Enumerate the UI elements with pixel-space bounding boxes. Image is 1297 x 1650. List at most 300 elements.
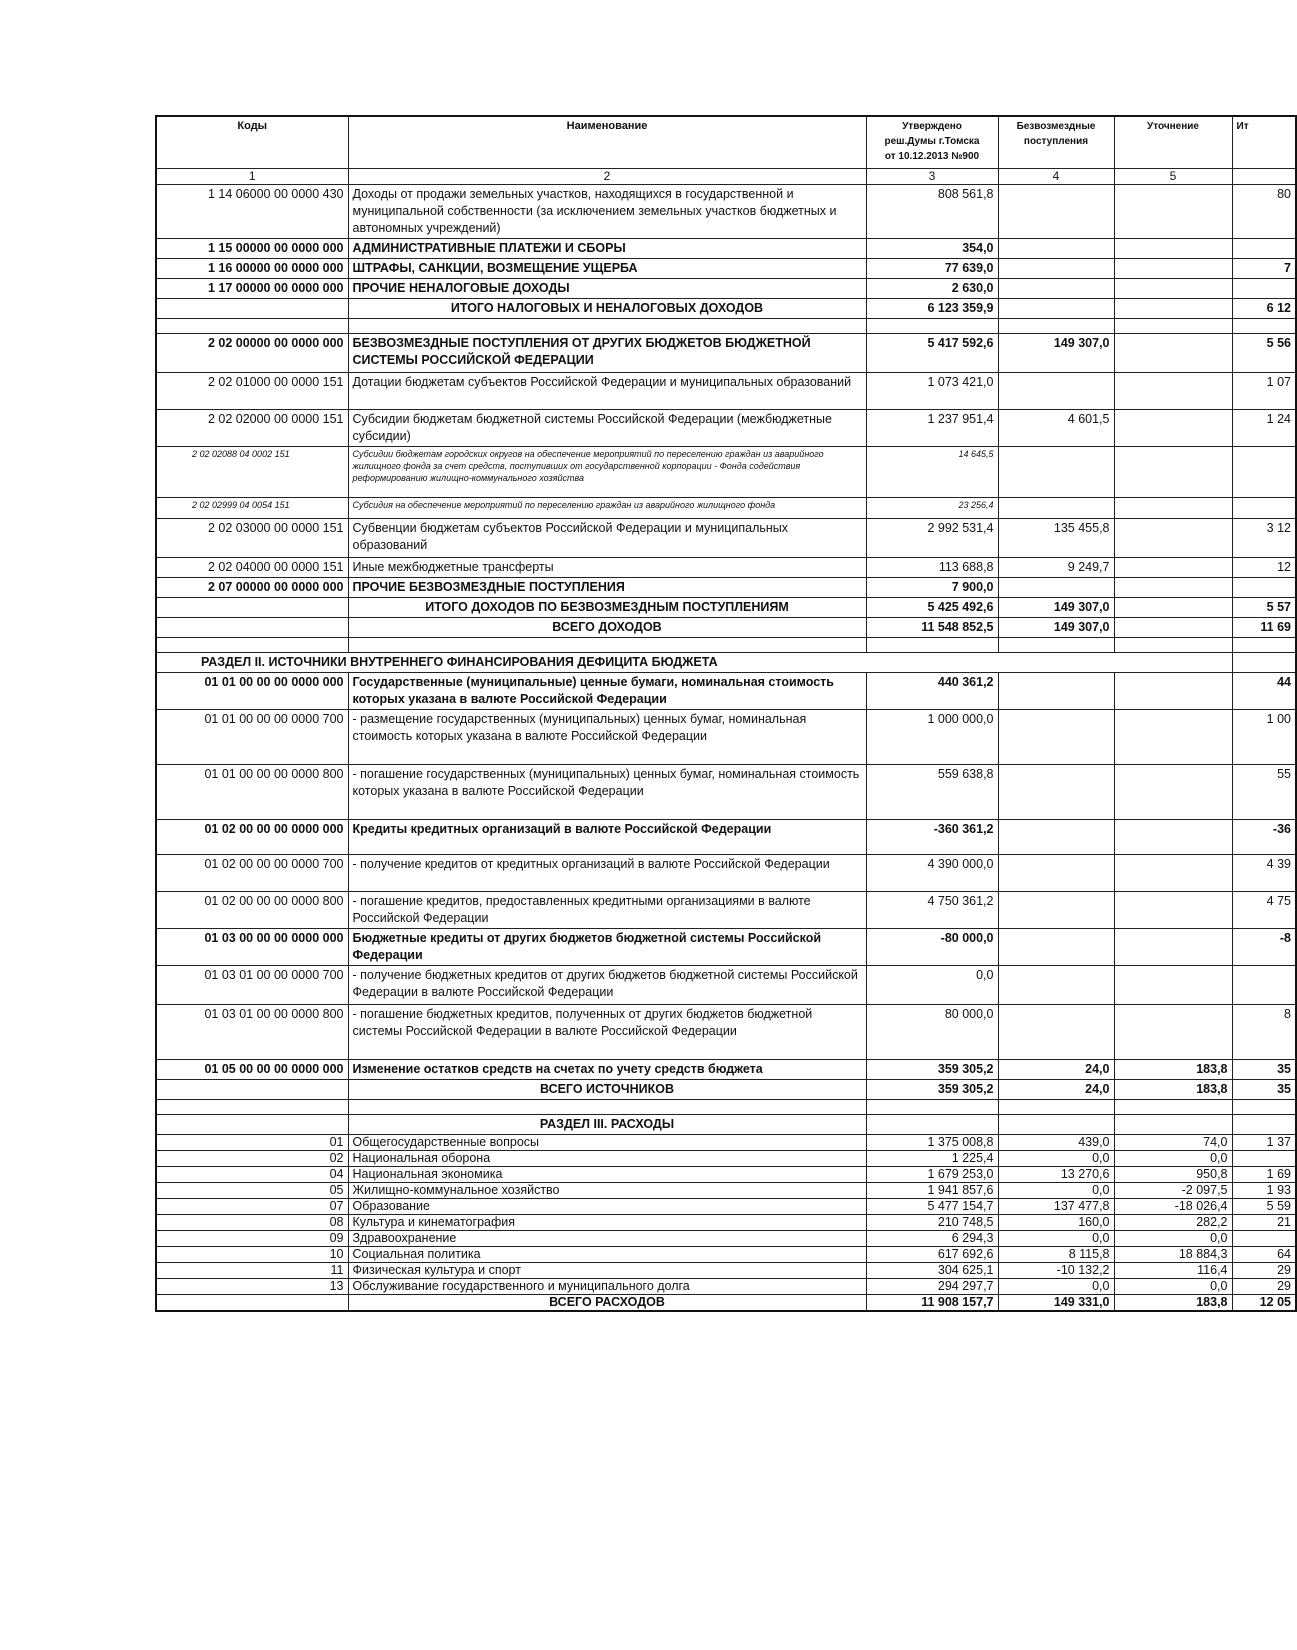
row-code: 05 (156, 1183, 348, 1199)
row-name: Национальная оборона (348, 1151, 866, 1167)
row-gratuitous: 439,0 (998, 1135, 1114, 1151)
row-approved: 1 375 008,8 (866, 1135, 998, 1151)
table-row (156, 373, 1296, 410)
table-row (156, 299, 1296, 319)
row-code: 04 (156, 1167, 348, 1183)
section-2-title: РАЗДЕЛ II. ИСТОЧНИКИ ВНУТРЕННЕГО ФИНАНСИРОВАНИЯ ДЕФИЦИТА БЮДЖЕТА (156, 653, 1232, 673)
row-total: 55 (1232, 765, 1296, 820)
row-approved: 4 750 361,2 (866, 892, 998, 929)
row-code: 07 (156, 1199, 348, 1215)
row-code: 1 14 06000 00 0000 430 (156, 185, 348, 239)
empty-cell (1232, 1100, 1296, 1115)
row-name: Физическая культура и спорт (348, 1263, 866, 1279)
header-gratuitous-line2: поступления (1023, 136, 1089, 147)
table-row (156, 1060, 1296, 1080)
row-gratuitous: 24,0 (998, 1080, 1114, 1100)
table-row (156, 1247, 1296, 1263)
budget-table (155, 115, 1297, 1312)
row-total: 1 24 (1232, 410, 1296, 447)
section-3-title: РАЗДЕЛ III. РАСХОДЫ (348, 1115, 866, 1135)
index-cell: 5 (1114, 169, 1232, 185)
table-row (156, 498, 1296, 519)
row-total: 4 75 (1232, 892, 1296, 929)
row-approved: 4 390 000,0 (866, 855, 998, 892)
row-name: ШТРАФЫ, САНКЦИИ, ВОЗМЕЩЕНИЕ УЩЕРБА (348, 259, 866, 279)
empty-cell (866, 319, 998, 334)
row-name: БЕЗВОЗМЕЗДНЫЕ ПОСТУПЛЕНИЯ ОТ ДРУГИХ БЮДЖЕТОВ БЮДЖЕТНОЙ СИСТЕМЫ РОССИЙСКОЙ ФЕДЕРАЦИИ (348, 334, 866, 373)
row-name: Кредиты кредитных организаций в валюте Российской Федерации (348, 820, 866, 855)
row-code: 01 01 00 00 00 0000 700 (156, 710, 348, 765)
row-name: ВСЕГО РАСХОДОВ (348, 1295, 866, 1312)
row-clarification: 183,8 (1114, 1080, 1232, 1100)
row-clarification: 183,8 (1114, 1295, 1232, 1312)
table-row (156, 1005, 1296, 1060)
index-cell: 4 (998, 169, 1114, 185)
row-approved: 354,0 (866, 239, 998, 259)
header-row (156, 116, 1296, 169)
index-cell: 1 (156, 169, 348, 185)
row-total: 29 (1232, 1279, 1296, 1295)
row-clarification (1114, 765, 1232, 820)
empty-cell (1232, 319, 1296, 334)
table-row (156, 1151, 1296, 1167)
empty-cell (1232, 638, 1296, 653)
empty-cell (156, 638, 348, 653)
row-code: 01 03 00 00 00 0000 000 (156, 929, 348, 966)
row-gratuitous: 160,0 (998, 1215, 1114, 1231)
header-approved (866, 116, 998, 169)
row-code: 10 (156, 1247, 348, 1263)
row-approved: 440 361,2 (866, 673, 998, 710)
row-code (156, 1080, 348, 1100)
table-row (156, 1167, 1296, 1183)
table-row (156, 1183, 1296, 1199)
row-approved: 1 073 421,0 (866, 373, 998, 410)
row-gratuitous (998, 373, 1114, 410)
row-clarification (1114, 1005, 1232, 1060)
row-name: Национальная экономика (348, 1167, 866, 1183)
spacer-row (156, 1100, 1296, 1115)
row-approved: 617 692,6 (866, 1247, 998, 1263)
row-total: 1 07 (1232, 373, 1296, 410)
row-code: 2 02 02088 04 0002 151 (156, 447, 348, 498)
row-name: - получение кредитов от кредитных организаций в валюте Российской Федерации (348, 855, 866, 892)
row-gratuitous: 149 307,0 (998, 618, 1114, 638)
table-row (156, 519, 1296, 558)
empty-cell (998, 319, 1114, 334)
empty-cell (1114, 1100, 1232, 1115)
row-name: - погашение государственных (муниципальных) ценных бумаг, номинальная стоимость которых указана в валюте Российской Федерации (348, 765, 866, 820)
section-3-title-row (156, 1115, 1296, 1135)
row-total: 6 12 (1232, 299, 1296, 319)
row-total (1232, 1231, 1296, 1247)
row-clarification (1114, 966, 1232, 1005)
row-approved: 6 294,3 (866, 1231, 998, 1247)
row-code: 01 02 00 00 00 0000 800 (156, 892, 348, 929)
row-clarification (1114, 498, 1232, 519)
row-gratuitous (998, 498, 1114, 519)
row-total (1232, 498, 1296, 519)
row-clarification (1114, 892, 1232, 929)
row-gratuitous (998, 259, 1114, 279)
row-name: Жилищно-коммунальное хозяйство (348, 1183, 866, 1199)
row-approved: 1 000 000,0 (866, 710, 998, 765)
row-clarification: 183,8 (1114, 1060, 1232, 1080)
empty-cell (348, 1100, 866, 1115)
table-row (156, 558, 1296, 578)
row-total: 7 (1232, 259, 1296, 279)
row-gratuitous: -10 132,2 (998, 1263, 1114, 1279)
row-approved: 294 297,7 (866, 1279, 998, 1295)
row-clarification (1114, 447, 1232, 498)
row-clarification (1114, 558, 1232, 578)
row-name: - получение бюджетных кредитов от других бюджетов бюджетной системы Российской Федерации в валюте Российской Федерации (348, 966, 866, 1005)
row-gratuitous: 149 307,0 (998, 598, 1114, 618)
row-name: Обслуживание государственного и муниципального долга (348, 1279, 866, 1295)
row-gratuitous (998, 892, 1114, 929)
header-name: Наименование (348, 116, 866, 169)
table-row (156, 1231, 1296, 1247)
row-approved: 1 237 951,4 (866, 410, 998, 447)
row-total: 1 00 (1232, 710, 1296, 765)
empty-cell (998, 1100, 1114, 1115)
empty-cell (998, 638, 1114, 653)
row-gratuitous: 0,0 (998, 1183, 1114, 1199)
row-clarification (1114, 279, 1232, 299)
row-name: Культура и кинематография (348, 1215, 866, 1231)
row-clarification (1114, 185, 1232, 239)
table-row (156, 334, 1296, 373)
row-name: Бюджетные кредиты от других бюджетов бюджетной системы Российской Федерации (348, 929, 866, 966)
row-clarification (1114, 855, 1232, 892)
row-total: -8 (1232, 929, 1296, 966)
row-total: 35 (1232, 1060, 1296, 1080)
row-total: 1 69 (1232, 1167, 1296, 1183)
row-total: 21 (1232, 1215, 1296, 1231)
row-total: 5 57 (1232, 598, 1296, 618)
row-clarification (1114, 373, 1232, 410)
table-row (156, 185, 1296, 239)
row-total (1232, 1151, 1296, 1167)
row-total: 80 (1232, 185, 1296, 239)
index-cell (1232, 169, 1296, 185)
row-name: Государственные (муниципальные) ценные бумаги, номинальная стоимость которых указана в валюте Российской Федерации (348, 673, 866, 710)
header-approved-line3: от 10.12.2013 №900 (884, 151, 980, 162)
row-clarification (1114, 334, 1232, 373)
table-row (156, 578, 1296, 598)
row-name: ИТОГО НАЛОГОВЫХ И НЕНАЛОГОВЫХ ДОХОДОВ (348, 299, 866, 319)
row-gratuitous (998, 578, 1114, 598)
row-clarification (1114, 259, 1232, 279)
table-row (156, 447, 1296, 498)
row-approved: 5 417 592,6 (866, 334, 998, 373)
empty-cell (1114, 319, 1232, 334)
row-approved: 6 123 359,9 (866, 299, 998, 319)
row-code: 11 (156, 1263, 348, 1279)
row-total (1232, 966, 1296, 1005)
row-approved: 359 305,2 (866, 1080, 998, 1100)
row-total: 12 (1232, 558, 1296, 578)
row-code (156, 299, 348, 319)
table-row (156, 673, 1296, 710)
table-row (156, 820, 1296, 855)
row-code: 1 16 00000 00 0000 000 (156, 259, 348, 279)
row-clarification: 950,8 (1114, 1167, 1232, 1183)
row-name: ВСЕГО ИСТОЧНИКОВ (348, 1080, 866, 1100)
row-approved: -360 361,2 (866, 820, 998, 855)
row-name: ИТОГО ДОХОДОВ ПО БЕЗВОЗМЕЗДНЫМ ПОСТУПЛЕНИЯМ (348, 598, 866, 618)
row-approved: 1 225,4 (866, 1151, 998, 1167)
table-row (156, 1135, 1296, 1151)
row-name: Изменение остатков средств на счетах по учету средств бюджета (348, 1060, 866, 1080)
row-code: 01 03 01 00 00 0000 700 (156, 966, 348, 1005)
table-row (156, 1295, 1296, 1312)
row-code: 01 05 00 00 00 0000 000 (156, 1060, 348, 1080)
row-gratuitous (998, 279, 1114, 299)
row-gratuitous: 0,0 (998, 1151, 1114, 1167)
row-total (1232, 279, 1296, 299)
empty-cell (348, 319, 866, 334)
row-gratuitous (998, 710, 1114, 765)
header-total: Ит (1232, 116, 1296, 169)
row-name: - погашение кредитов, предоставленных кредитными организациями в валюте Российской Федерации (348, 892, 866, 929)
row-approved: 7 900,0 (866, 578, 998, 598)
row-gratuitous: 0,0 (998, 1279, 1114, 1295)
row-gratuitous: 137 477,8 (998, 1199, 1114, 1215)
row-code: 01 02 00 00 00 0000 700 (156, 855, 348, 892)
row-gratuitous: 8 115,8 (998, 1247, 1114, 1263)
row-clarification (1114, 820, 1232, 855)
empty-cell (348, 638, 866, 653)
row-gratuitous (998, 966, 1114, 1005)
row-total: 4 39 (1232, 855, 1296, 892)
row-gratuitous: 9 249,7 (998, 558, 1114, 578)
row-clarification: 282,2 (1114, 1215, 1232, 1231)
empty-cell (998, 1115, 1114, 1135)
row-approved: 559 638,8 (866, 765, 998, 820)
row-name: - погашение бюджетных кредитов, полученных от других бюджетов бюджетной системы Российской Федерации в валюте Российской Федерации (348, 1005, 866, 1060)
row-name: АДМИНИСТРАТИВНЫЕ ПЛАТЕЖИ И СБОРЫ (348, 239, 866, 259)
row-code: 2 02 00000 00 0000 000 (156, 334, 348, 373)
row-approved: 304 625,1 (866, 1263, 998, 1279)
row-total: 3 12 (1232, 519, 1296, 558)
table-row (156, 710, 1296, 765)
row-code: 01 03 01 00 00 0000 800 (156, 1005, 348, 1060)
row-gratuitous: 135 455,8 (998, 519, 1114, 558)
row-name: Субсидии бюджетам городских округов на обеспечение мероприятий по переселению граждан из аварийного жилищного фонда за счет средств, поступивших от государственной корпорации - Фонда содействия реформированию жилищно-коммунального хозяйства (348, 447, 866, 498)
row-total: 1 93 (1232, 1183, 1296, 1199)
row-name: Иные межбюджетные трансферты (348, 558, 866, 578)
table-row (156, 855, 1296, 892)
row-total (1232, 447, 1296, 498)
row-clarification: 0,0 (1114, 1279, 1232, 1295)
row-code: 2 02 04000 00 0000 151 (156, 558, 348, 578)
row-approved: 80 000,0 (866, 1005, 998, 1060)
row-approved: 5 477 154,7 (866, 1199, 998, 1215)
row-total (1232, 578, 1296, 598)
row-clarification: 0,0 (1114, 1151, 1232, 1167)
row-name: Социальная политика (348, 1247, 866, 1263)
row-clarification: 116,4 (1114, 1263, 1232, 1279)
empty-cell (1232, 1115, 1296, 1135)
table-row (156, 410, 1296, 447)
row-approved: 11 908 157,7 (866, 1295, 998, 1312)
row-gratuitous (998, 765, 1114, 820)
row-clarification (1114, 598, 1232, 618)
row-clarification (1114, 519, 1232, 558)
row-gratuitous (998, 185, 1114, 239)
row-clarification: -18 026,4 (1114, 1199, 1232, 1215)
row-name: Субвенции бюджетам субъектов Российской Федерации и муниципальных образований (348, 519, 866, 558)
table-row (156, 892, 1296, 929)
row-total: 64 (1232, 1247, 1296, 1263)
row-clarification (1114, 578, 1232, 598)
row-total: 44 (1232, 673, 1296, 710)
row-name: Образование (348, 1199, 866, 1215)
row-name: Субсидия на обеспечение мероприятий по переселению граждан из аварийного жилищного фонда (348, 498, 866, 519)
row-clarification: -2 097,5 (1114, 1183, 1232, 1199)
spacer-row (156, 319, 1296, 334)
row-clarification (1114, 410, 1232, 447)
table-row (156, 259, 1296, 279)
row-approved: 11 548 852,5 (866, 618, 998, 638)
table-row (156, 618, 1296, 638)
row-gratuitous (998, 929, 1114, 966)
row-code (156, 1295, 348, 1312)
empty-cell (156, 319, 348, 334)
empty-cell (866, 1115, 998, 1135)
row-approved: -80 000,0 (866, 929, 998, 966)
section-2-title-row (156, 653, 1296, 673)
table-row (156, 1199, 1296, 1215)
row-name: ПРОЧИЕ БЕЗВОЗМЕЗДНЫЕ ПОСТУПЛЕНИЯ (348, 578, 866, 598)
row-clarification (1114, 929, 1232, 966)
empty-cell (1114, 1115, 1232, 1135)
row-approved: 0,0 (866, 966, 998, 1005)
row-clarification (1114, 673, 1232, 710)
row-name: ВСЕГО ДОХОДОВ (348, 618, 866, 638)
table-row (156, 765, 1296, 820)
row-total: 1 37 (1232, 1135, 1296, 1151)
row-total: 12 05 (1232, 1295, 1296, 1312)
header-clarification: Уточнение (1114, 116, 1232, 169)
row-gratuitous (998, 239, 1114, 259)
row-approved: 2 630,0 (866, 279, 998, 299)
row-code: 2 07 00000 00 0000 000 (156, 578, 348, 598)
row-name: Общегосударственные вопросы (348, 1135, 866, 1151)
table-row (156, 966, 1296, 1005)
row-approved: 210 748,5 (866, 1215, 998, 1231)
row-gratuitous: 4 601,5 (998, 410, 1114, 447)
row-name: Здравоохранение (348, 1231, 866, 1247)
empty-cell (866, 638, 998, 653)
row-total: 8 (1232, 1005, 1296, 1060)
row-clarification (1114, 710, 1232, 765)
empty-cell (1114, 638, 1232, 653)
row-clarification: 0,0 (1114, 1231, 1232, 1247)
row-clarification: 18 884,3 (1114, 1247, 1232, 1263)
row-approved: 359 305,2 (866, 1060, 998, 1080)
row-gratuitous (998, 820, 1114, 855)
row-approved: 23 256,4 (866, 498, 998, 519)
row-gratuitous: 149 331,0 (998, 1295, 1114, 1312)
row-code (156, 618, 348, 638)
table-row (156, 1279, 1296, 1295)
row-gratuitous (998, 299, 1114, 319)
row-gratuitous (998, 1005, 1114, 1060)
row-code (156, 598, 348, 618)
row-clarification (1114, 299, 1232, 319)
empty-cell (156, 1100, 348, 1115)
row-gratuitous: 24,0 (998, 1060, 1114, 1080)
row-code: 2 02 02000 00 0000 151 (156, 410, 348, 447)
row-total: 5 56 (1232, 334, 1296, 373)
row-approved: 5 425 492,6 (866, 598, 998, 618)
row-total: 35 (1232, 1080, 1296, 1100)
empty-cell (866, 1100, 998, 1115)
row-total (1232, 239, 1296, 259)
row-code: 01 01 00 00 00 0000 800 (156, 765, 348, 820)
index-row (156, 169, 1296, 185)
table-row (156, 1080, 1296, 1100)
row-gratuitous: 0,0 (998, 1231, 1114, 1247)
row-clarification: 74,0 (1114, 1135, 1232, 1151)
budget-table-sheet (155, 115, 1295, 1312)
row-name: - размещение государственных (муниципальных) ценных бумаг, номинальная стоимость которых указана в валюте Российской Федерации (348, 710, 866, 765)
table-row (156, 1215, 1296, 1231)
row-code: 01 02 00 00 00 0000 000 (156, 820, 348, 855)
row-code: 2 02 03000 00 0000 151 (156, 519, 348, 558)
row-approved: 1 679 253,0 (866, 1167, 998, 1183)
index-cell: 2 (348, 169, 866, 185)
row-approved: 808 561,8 (866, 185, 998, 239)
row-gratuitous (998, 673, 1114, 710)
row-code: 01 (156, 1135, 348, 1151)
table-row (156, 929, 1296, 966)
row-gratuitous: 149 307,0 (998, 334, 1114, 373)
index-cell: 3 (866, 169, 998, 185)
table-row (156, 239, 1296, 259)
row-clarification (1114, 618, 1232, 638)
row-total: -36 (1232, 820, 1296, 855)
table-row (156, 1263, 1296, 1279)
row-name: Доходы от продажи земельных участков, находящихся в государственной и муниципальной собственности (за исключением земельных участков бюджетных и автономных учреждений) (348, 185, 866, 239)
header-codes: Коды (156, 116, 348, 169)
row-code: 01 01 00 00 00 0000 000 (156, 673, 348, 710)
header-gratuitous (998, 116, 1114, 169)
row-name: ПРОЧИЕ НЕНАЛОГОВЫЕ ДОХОДЫ (348, 279, 866, 299)
row-approved: 1 941 857,6 (866, 1183, 998, 1199)
header-approved-line2: реш.Думы г.Томска (884, 136, 980, 147)
row-approved: 2 992 531,4 (866, 519, 998, 558)
row-code: 13 (156, 1279, 348, 1295)
row-gratuitous (998, 447, 1114, 498)
row-code: 02 (156, 1151, 348, 1167)
row-approved: 77 639,0 (866, 259, 998, 279)
row-clarification (1114, 239, 1232, 259)
spacer-row (156, 638, 1296, 653)
table-row (156, 279, 1296, 299)
table-row (156, 598, 1296, 618)
row-code: 2 02 02999 04 0054 151 (156, 498, 348, 519)
header-gratuitous-line1: Безвозмездные (1016, 121, 1096, 132)
row-code: 08 (156, 1215, 348, 1231)
empty-cell (156, 1115, 348, 1135)
row-name: Дотации бюджетам субъектов Российской Федерации и муниципальных образований (348, 373, 866, 410)
row-total: 5 59 (1232, 1199, 1296, 1215)
row-code: 2 02 01000 00 0000 151 (156, 373, 348, 410)
row-total: 11 69 (1232, 618, 1296, 638)
